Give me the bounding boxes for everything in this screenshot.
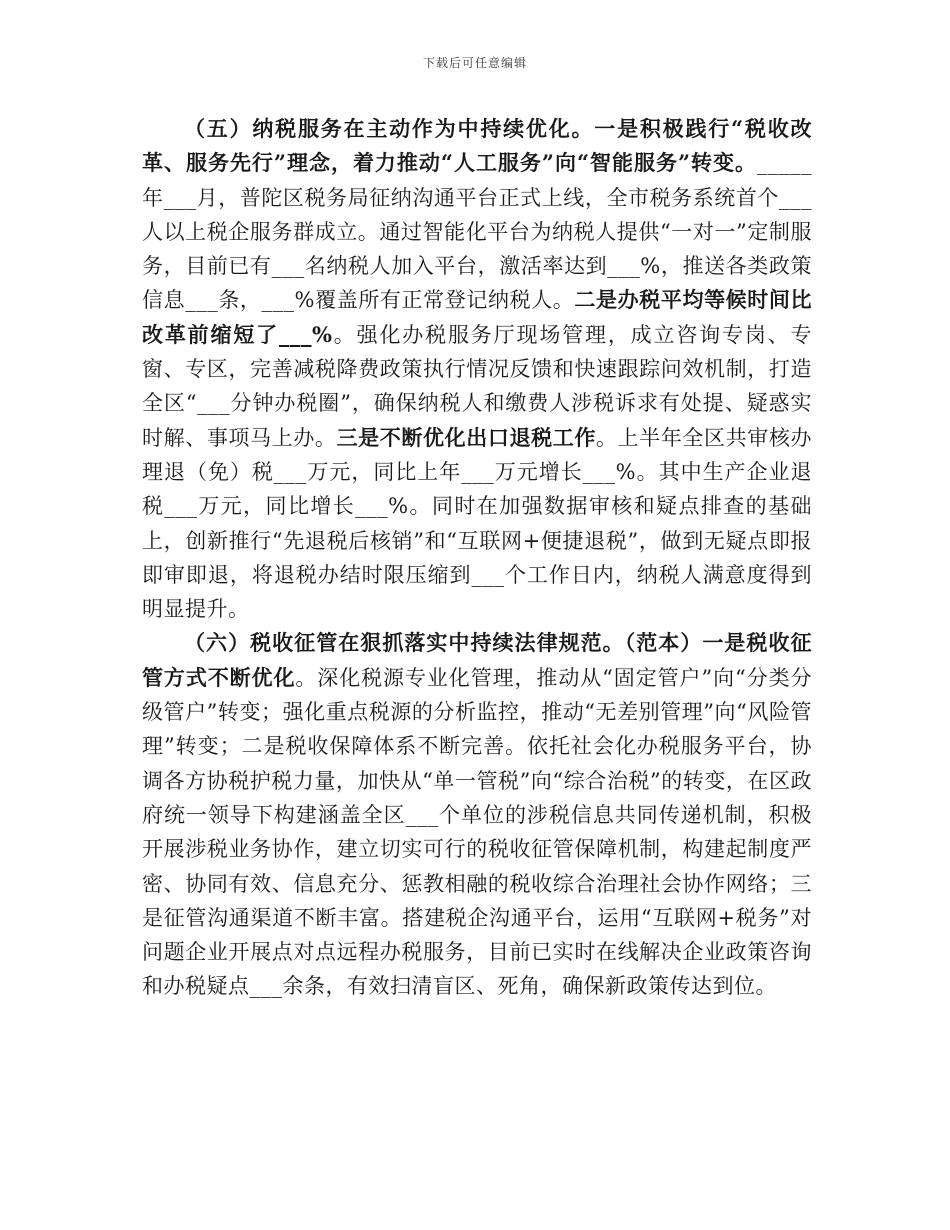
paragraph-2-heading: （六）税收征管在狠抓落实中持续法律规范。（范本）一是税收征管方式不断优化 [142,630,812,690]
paragraph-1-text-2: 。强化办税服务厅现场管理，成立咨询专岗、专窗、专区，完善减税降费政策执行情况反馈和快速跟踪问效机制，打造全区“___分钟办税圈”，确保纳税人和缴费人涉税诉求有处提、疑惑实时解、事项马上办。 [142,322,812,450]
paragraph-1-heading: （五）纳税服务在主动作为中持续优化。一是积极践行“税收改革、服务先行”理念，着力推动“人工服务”向“智能服务”转变。 [142,116,812,176]
header-note: 下载后可任意编辑 [422,56,527,70]
document-body [142,112,812,1004]
paragraph-2-text: 。深化税源专业化管理，推动从“固定管户”向“分类分级管户”转变；强化重点税源的分析监控，推动“无差别管理”向“风险管理”转变；二是税收保障体系不断完善。依托社会化办税服务平台，协调各方协税护税力量，加快从“单一管税”向“综合治税”的转变，在区政府统一领导下构建涵盖全区___个单位的涉税信息共同传递机制，积极开展涉税业务协作，建立切实可行的税收征管保障机制，构建起制度严密、协同有效、信息充分、惩教相融的税收综合治理社会协作网络；三是征管沟通渠道不断丰富。搭建税企沟通平台，运用“互联网+税务”对问题企业开展点对点远程办税服务，目前已实时在线解决企业政策咨询和办税疑点___余条，有效扫清盲区、死角，确保新政策传达到位。 [142,665,812,999]
paragraph-1-point-3: 三是不断优化出口退税工作 [336,424,596,450]
paragraph-1-point-2: 二是办税平均等候时间比改革前缩短了___% [142,287,813,347]
paragraph-tax-administration [142,626,812,1003]
paragraph-1-text-3: 。上半年全区共审核办理退（免）税___万元，同比上年___万元增长___%。其中生产企业退税___万元，同比增长___%。同时在加强数据审核和疑点排查的基础上，创新推行“先退税后核销”和“互联网+便捷退税”，做到无疑点即报即审即退，将退税办结时限压缩到___个工作日内，纳税人满意度得到明显提升。 [142,425,813,622]
paragraph-1-text: _____年___月，普陀区税务局征纳沟通平台正式上线，全市税务系统首个___人以上税企服务群成立。通过智能化平台为纳税人提供“一对一”定制服务，目前已有___名纳税人加入平台，激活率达到___%，推送各类政策信息___条，___%覆盖所有正常登记纳税人。 [142,151,812,313]
paragraph-tax-service [142,112,812,626]
